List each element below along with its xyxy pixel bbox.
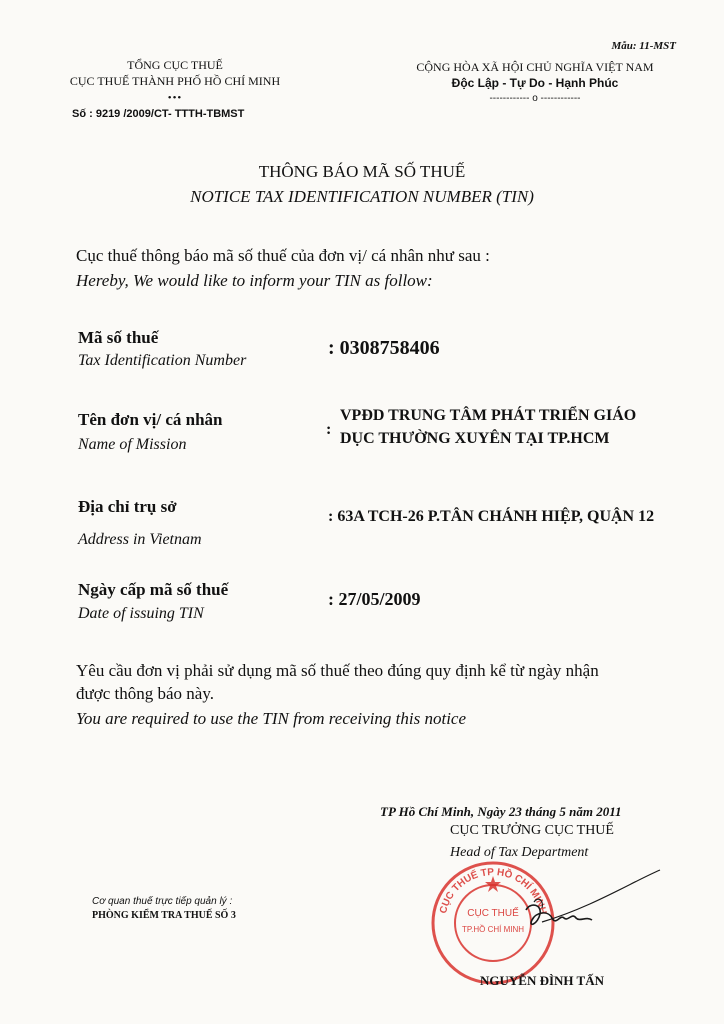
- header-divider: ------------ o ------------: [489, 93, 581, 104]
- requirement-vn-line1: Yêu cầu đơn vị phải sử dụng mã số thuế theo đúng quy định kể từ ngày nhận: [76, 661, 599, 680]
- name-label-en: Name of Mission: [78, 436, 187, 453]
- issuer-agency: CỤC THUẾ THÀNH PHỐ HỒ CHÍ MINH: [69, 74, 281, 88]
- svg-text:TP.HỒ CHÍ MINH: TP.HỒ CHÍ MINH: [461, 925, 525, 934]
- name-value-line1: VPĐD TRUNG TÂM PHÁT TRIỂN GIÁO: [340, 407, 637, 424]
- signature-place-date: TP Hồ Chí Minh, Ngày 23 tháng 5 năm 2011: [380, 804, 622, 819]
- tin-label-en: Tax Identification Number: [78, 352, 247, 369]
- document-number: Số : 9219 /2009/CT- TTTH-TBMST: [72, 108, 245, 120]
- requirement-vn-line2: được thông báo này.: [76, 684, 214, 703]
- intro-text-vn: Cục thuế thông báo mã số thuế của đơn vị/ cá nhân như sau :: [76, 246, 490, 265]
- country-motto: Độc Lập - Tự Do - Hạnh Phúc: [451, 76, 619, 90]
- svg-text:CỤC THUẾ: CỤC THUẾ: [467, 908, 519, 919]
- document-title-en: NOTICE TAX IDENTIFICATION NUMBER (TIN): [190, 187, 534, 206]
- signer-title-vn: CỤC TRƯỞNG CỤC THUẾ: [450, 823, 614, 838]
- managing-agency-label: Cơ quan thuế trực tiếp quản lý :: [92, 896, 233, 907]
- issue-date-label-en: Date of issuing TIN: [78, 605, 204, 622]
- form-number: Mẫu: 11-MST: [611, 40, 676, 52]
- issue-date-value: : 27/05/2009: [328, 589, 421, 609]
- requirement-en: You are required to use the TIN from receiving this notice: [76, 709, 467, 728]
- address-label-en: Address in Vietnam: [78, 531, 202, 548]
- address-value: : 63A TCH-26 P.TÂN CHÁNH HIỆP, QUẬN 12: [328, 508, 655, 525]
- issuer-parent-agency: TỔNG CỤC THUẾ: [127, 58, 223, 72]
- name-colon: :: [326, 421, 332, 438]
- country-name: CỘNG HÒA XÃ HỘI CHỦ NGHĨA VIỆT NAM: [416, 60, 654, 74]
- managing-agency-name: PHÒNG KIỂM TRA THUẾ SỐ 3: [92, 910, 236, 921]
- handwritten-signature-icon: [512, 862, 672, 942]
- issue-date-label-vn: Ngày cấp mã số thuế: [78, 580, 229, 599]
- address-label-vn: Địa chỉ trụ sở: [78, 497, 177, 516]
- signer-title-en: Head of Tax Department: [450, 845, 589, 860]
- header-ornament: •••: [167, 92, 183, 104]
- document-title-vn: THÔNG BÁO MÃ SỐ THUẾ: [258, 162, 466, 181]
- intro-text-en: Hereby, We would like to inform your TIN as follow:: [76, 271, 433, 290]
- signer-name: NGUYỄN ĐÌNH TẤN: [480, 973, 604, 988]
- tin-value: : 0308758406: [328, 337, 440, 359]
- tin-label-vn: Mã số thuế: [78, 328, 159, 347]
- name-value-line2: DỤC THƯỜNG XUYÊN TẠI TP.HCM: [340, 430, 610, 447]
- name-label-vn: Tên đơn vị/ cá nhân: [78, 410, 223, 429]
- svg-text:CỤC THUẾ TP HỒ CHÍ MINH: CỤC THUẾ TP HỒ CHÍ MINH: [437, 866, 549, 916]
